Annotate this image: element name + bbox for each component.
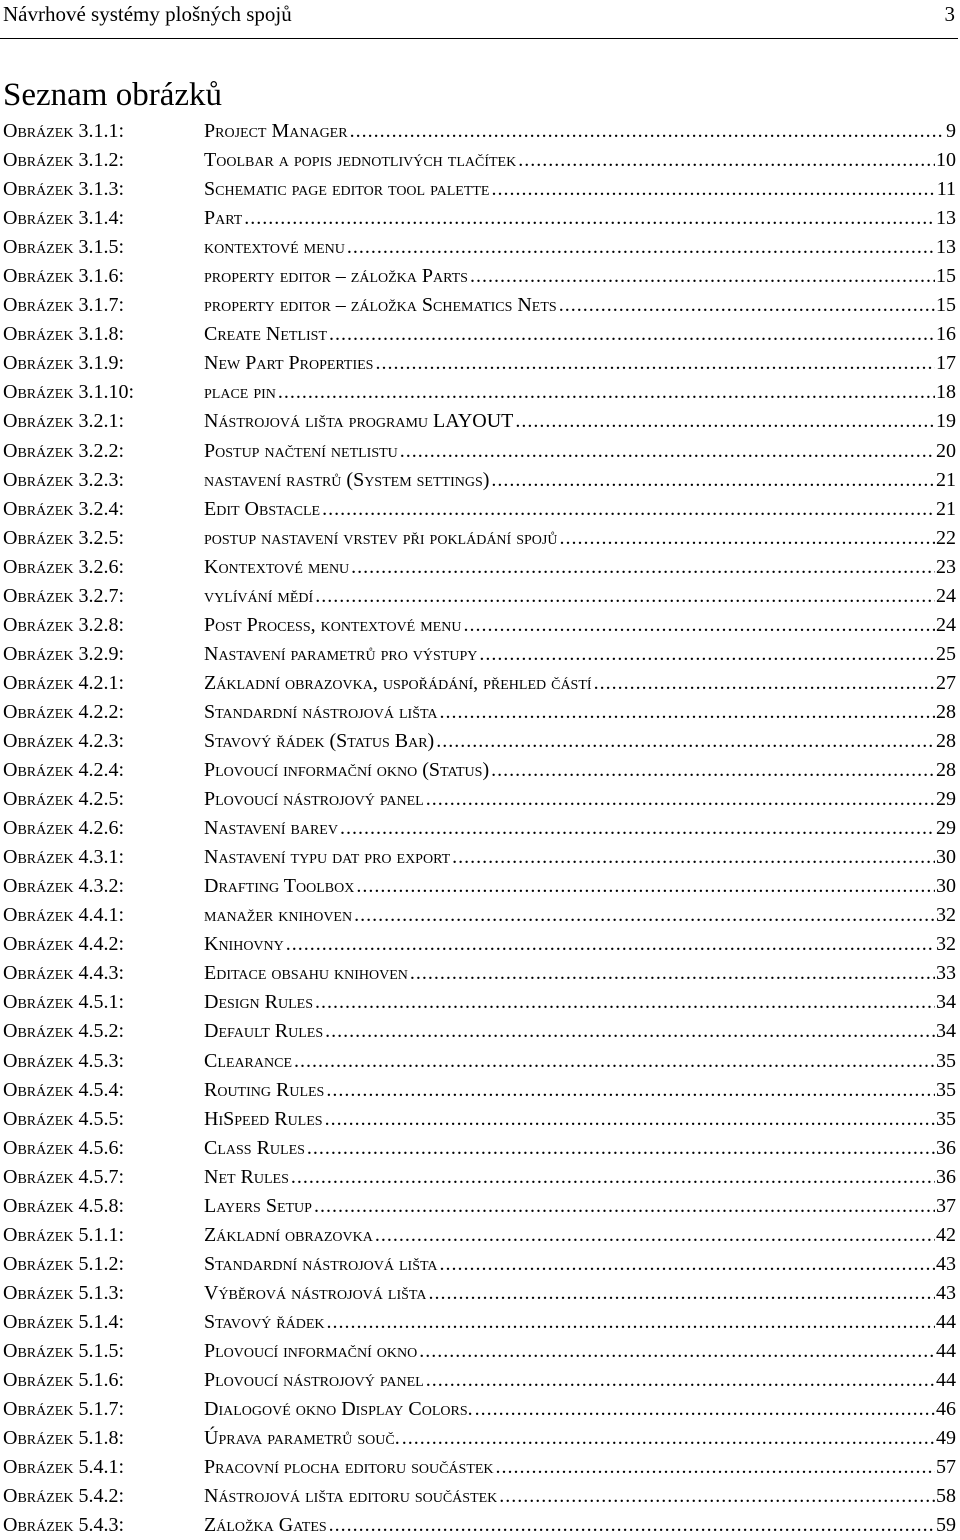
figure-page-number: 44 [936,1339,956,1362]
dot-leader [559,524,935,553]
dot-leader [329,1511,935,1540]
figure-page-number: 27 [936,671,956,694]
dot-leader [322,495,935,524]
figure-page-number: 44 [936,1369,956,1392]
dot-leader [315,582,935,611]
figure-number: Obrázek 3.2.1: [3,410,124,433]
figure-caption: nastavení rastrů (System settings) [204,468,490,491]
figure-entry[interactable] [0,698,960,727]
figure-entry[interactable] [0,495,960,524]
figure-entry[interactable] [0,1279,960,1308]
figure-page-number: 24 [936,613,956,636]
figure-caption: Part [204,207,243,230]
figure-number: Obrázek 3.1.1: [3,120,124,142]
figure-entry[interactable] [0,1453,960,1482]
dot-leader [518,146,935,175]
figure-page-number: 29 [936,817,956,840]
figure-caption: Pracovní plocha editoru součástek [204,1456,494,1479]
figure-caption: Základní obrazovka [204,1223,373,1246]
figure-page-number: 9 [946,120,956,142]
figure-number: Obrázek 3.1.4: [3,207,124,230]
dot-leader [291,1163,935,1192]
figure-caption: Schematic page editor tool palette [204,178,490,201]
figure-entry[interactable] [0,582,960,611]
figure-number: Obrázek 5.1.6: [3,1369,124,1392]
figure-entry[interactable] [0,262,960,291]
document-title: Návrhové systémy plošných spojů [3,2,292,26]
figure-number: Obrázek 4.5.3: [3,1049,124,1072]
figure-number: Obrázek 4.2.3: [3,729,124,752]
dot-leader [351,553,935,582]
figure-caption: Postup načtení netlistu [204,439,398,462]
figure-number: Obrázek 3.1.9: [3,352,124,375]
figure-number: Obrázek 4.4.3: [3,962,124,985]
figure-number: Obrázek 4.2.5: [3,788,124,811]
figure-entry[interactable] [0,1424,960,1453]
dot-leader [594,669,935,698]
figure-caption: Editace obsahu knihoven [204,962,408,985]
figure-number: Obrázek 3.2.9: [3,642,124,665]
figure-page-number: 17 [936,352,956,375]
figure-number: Obrázek 3.1.10: [3,381,134,404]
figure-number: Obrázek 5.1.7: [3,1398,124,1421]
figure-number: Obrázek 3.1.3: [3,178,124,201]
figure-entry[interactable] [0,466,960,495]
figure-caption: Layers Setup [204,1194,312,1217]
figure-number: Obrázek 4.5.5: [3,1107,124,1130]
figure-page-number: 36 [936,1165,956,1188]
dot-leader [436,727,935,756]
figure-page-number: 35 [936,1049,956,1072]
figure-caption: HiSpeed Rules [204,1107,323,1130]
figure-page-number: 43 [936,1252,956,1275]
figure-page-number: 25 [936,642,956,665]
dot-leader [426,1366,935,1395]
figure-number: Obrázek 3.2.8: [3,613,124,636]
figure-page-number: 15 [936,265,956,288]
header-divider [0,38,958,39]
figure-caption: Nastavení typu dat pro export [204,846,451,869]
figure-entry[interactable] [0,1366,960,1395]
figure-caption: Úprava parametrů souč. [204,1427,400,1450]
figure-entry[interactable] [0,1017,960,1046]
figure-page-number: 18 [936,381,956,404]
figure-entry[interactable] [0,378,960,407]
figure-entry[interactable] [0,1395,960,1424]
figure-caption: Základní obrazovka, uspořádání, přehled částí [204,671,592,694]
dot-leader [354,901,935,930]
figure-number: Obrázek 5.4.2: [3,1485,124,1508]
dot-leader [244,204,935,233]
figure-caption: Standardní nástrojová lišta [204,700,438,723]
figure-page-number: 16 [936,323,956,346]
figure-caption: Kontextové menu [204,555,350,578]
figure-entry[interactable] [0,437,960,466]
figure-number: Obrázek 3.1.5: [3,236,124,259]
figure-caption: Nastavení parametrů pro výstupy [204,642,478,665]
figure-caption: Edit Obstacle [204,497,321,520]
figure-page-number: 24 [936,584,956,607]
figure-entry[interactable] [0,407,960,436]
figure-entry[interactable] [0,1047,960,1076]
figure-entry[interactable] [0,1337,960,1366]
figure-caption: Nástrojová lišta programu LAYOUT [204,410,514,433]
figure-page-number: 32 [936,933,956,956]
figure-page-number: 29 [936,788,956,811]
list-of-figures-heading: Seznam obrázků [3,77,222,113]
figure-entry[interactable] [0,233,960,262]
figure-caption: Default Rules [204,1020,324,1043]
figure-entry[interactable] [0,988,960,1017]
figure-caption: Dialogové okno Display Colors. [204,1398,473,1421]
figure-page-number: 30 [936,846,956,869]
figure-caption: Nástrojová lišta editoru součástek [204,1485,498,1508]
figure-caption: Post Process, kontextové menu [204,613,462,636]
dot-leader [452,843,935,872]
dot-leader [463,611,935,640]
page-header [0,0,960,40]
figure-entry[interactable] [0,872,960,901]
figure-entry[interactable] [0,204,960,233]
figure-entry[interactable] [0,117,960,146]
figure-caption: Plovoucí informační okno [204,1339,418,1362]
figure-number: Obrázek 4.4.2: [3,933,124,956]
figure-page-number: 34 [936,991,956,1014]
dot-leader [491,175,935,204]
dot-leader [347,233,935,262]
figure-entry[interactable] [0,843,960,872]
figure-page-number: 35 [936,1107,956,1130]
figure-number: Obrázek 4.4.1: [3,904,124,927]
dot-leader [340,814,935,843]
figure-entry[interactable] [0,1076,960,1105]
dot-leader [307,1134,935,1163]
figure-number: Obrázek 3.2.5: [3,526,124,549]
figure-entry[interactable] [0,1511,960,1540]
figure-number: Obrázek 5.1.2: [3,1252,124,1275]
figure-entry[interactable] [0,1221,960,1250]
figure-entry[interactable] [0,640,960,669]
figure-caption: Clearance [204,1049,293,1072]
dot-leader [315,988,935,1017]
figure-number: Obrázek 3.1.8: [3,323,124,346]
dot-leader [479,640,935,669]
figure-caption: manažer knihoven [204,904,353,927]
dot-leader [491,756,935,785]
figure-caption: Create Netlist [204,323,327,346]
figure-caption: Stavový řádek (Status Bar) [204,729,435,752]
figure-entry[interactable] [0,1482,960,1511]
figure-page-number: 33 [936,962,956,985]
dot-leader [491,466,935,495]
figure-entry[interactable] [0,785,960,814]
page-number: 3 [944,2,955,26]
figure-caption: Výběrová nástrojová lišta [204,1281,427,1304]
figure-caption: Plovoucí nástrojový panel [204,788,424,811]
figure-entry[interactable] [0,611,960,640]
figure-entry[interactable] [0,756,960,785]
figure-caption: Class Rules [204,1136,305,1159]
figure-entry[interactable] [0,930,960,959]
figure-number: Obrázek 3.1.6: [3,265,124,288]
figure-caption: New Part Properties [204,352,374,375]
figure-caption: Standardní nástrojová lišta [204,1252,438,1275]
dot-leader [496,1453,935,1482]
figure-page-number: 22 [936,526,956,549]
figure-entry[interactable] [0,320,960,349]
figure-caption: Net Rules [204,1165,289,1188]
dot-leader [410,959,935,988]
figure-entry[interactable] [0,291,960,320]
figure-number: Obrázek 3.2.4: [3,497,124,520]
figure-caption: property editor – záložka Parts [204,265,468,288]
figure-entry[interactable] [0,1192,960,1221]
figure-caption: Nastavení barev [204,817,338,840]
figure-caption: Plovoucí nástrojový panel [204,1369,424,1392]
figure-number: Obrázek 5.4.1: [3,1456,124,1479]
figure-page-number: 21 [936,468,956,491]
figure-entry[interactable] [0,524,960,553]
dot-leader [475,1395,935,1424]
figure-page-number: 42 [936,1223,956,1246]
dot-leader [515,407,935,436]
dot-leader [419,1337,935,1366]
figure-caption: Záložka Gates [204,1514,327,1537]
figure-page-number: 23 [936,555,956,578]
figure-number: Obrázek 4.2.4: [3,759,124,782]
figure-page-number: 43 [936,1281,956,1304]
figure-entry[interactable] [0,814,960,843]
figure-entry[interactable] [0,553,960,582]
figure-number: Obrázek 4.5.8: [3,1194,124,1217]
figure-entry[interactable] [0,146,960,175]
figure-number: Obrázek 4.2.2: [3,700,124,723]
figure-page-number: 32 [936,904,956,927]
figure-page-number: 10 [936,149,956,172]
figure-page-number: 49 [936,1427,956,1450]
figure-page-number: 13 [936,236,956,259]
dot-leader [499,1482,935,1511]
figure-caption: kontextové menu [204,236,345,259]
dot-leader [278,378,935,407]
figure-caption: Stavový řádek [204,1310,325,1333]
figure-entry[interactable] [0,1134,960,1163]
dot-leader [470,262,935,291]
dot-leader [314,1192,935,1221]
figure-number: Obrázek 4.5.6: [3,1136,124,1159]
figure-number: Obrázek 3.2.6: [3,555,124,578]
figure-entry[interactable] [0,175,960,204]
figure-page-number: 28 [936,700,956,723]
figure-number: Obrázek 5.1.1: [3,1223,124,1246]
figure-number: Obrázek 4.3.2: [3,875,124,898]
dot-leader [350,117,945,146]
figure-page-number: 30 [936,875,956,898]
figure-number: Obrázek 4.5.4: [3,1078,124,1101]
figure-caption: vylívání mědí [204,584,314,607]
dot-leader [325,1105,935,1134]
dot-leader [400,437,935,466]
figure-page-number: 34 [936,1020,956,1043]
list-of-figures [0,117,960,1540]
dot-leader [440,698,935,727]
dot-leader [375,1221,935,1250]
figure-caption: postup nastavení vrstev při pokládání spojů [204,526,558,549]
figure-page-number: 13 [936,207,956,230]
figure-number: Obrázek 4.2.1: [3,671,124,694]
figure-entry[interactable] [0,669,960,698]
figure-page-number: 15 [936,294,956,317]
figure-caption: Knihovny [204,933,284,956]
figure-entry[interactable] [0,1105,960,1134]
figure-number: Obrázek 3.2.7: [3,584,124,607]
figure-caption: property editor – záložka Schematics Nets [204,294,557,317]
figure-page-number: 37 [936,1194,956,1217]
figure-page-number: 28 [936,729,956,752]
figure-page-number: 58 [936,1485,956,1508]
dot-leader [402,1424,935,1453]
dot-leader [428,1279,935,1308]
figure-caption: Routing Rules [204,1078,325,1101]
dot-leader [327,1308,935,1337]
figure-number: Obrázek 4.5.2: [3,1020,124,1043]
dot-leader [326,1076,935,1105]
figure-number: Obrázek 3.1.7: [3,294,124,317]
dot-leader [440,1250,935,1279]
dot-leader [329,320,935,349]
figure-number: Obrázek 3.2.3: [3,468,124,491]
figure-page-number: 46 [936,1398,956,1421]
figure-page-number: 28 [936,759,956,782]
figure-entry[interactable] [0,1250,960,1279]
figure-caption: Drafting Toolbox [204,875,355,898]
figure-page-number: 57 [936,1456,956,1479]
figure-page-number: 35 [936,1078,956,1101]
figure-number: Obrázek 4.3.1: [3,846,124,869]
figure-page-number: 11 [936,178,956,201]
figure-entry[interactable] [0,901,960,930]
figure-number: Obrázek 5.1.4: [3,1310,124,1333]
figure-page-number: 59 [936,1514,956,1537]
figure-page-number: 19 [936,410,956,433]
figure-number: Obrázek 5.4.3: [3,1514,124,1537]
figure-number: Obrázek 4.2.6: [3,817,124,840]
figure-caption: place pin [204,381,276,404]
figure-entry[interactable] [0,727,960,756]
dot-leader [559,291,935,320]
dot-leader [426,785,935,814]
dot-leader [356,872,935,901]
figure-caption: Project Manager [204,120,348,142]
dot-leader [294,1047,935,1076]
dot-leader [286,930,935,959]
dot-leader [325,1017,935,1046]
dot-leader [375,349,935,378]
figure-entry[interactable] [0,1163,960,1192]
figure-entry[interactable] [0,349,960,378]
figure-number: Obrázek 5.1.5: [3,1339,124,1362]
figure-caption: Toolbar a popis jednotlivých tlačítek [204,149,517,172]
figure-entry[interactable] [0,959,960,988]
figure-page-number: 36 [936,1136,956,1159]
figure-caption: Plovoucí informační okno (Status) [204,759,490,782]
figure-entry[interactable] [0,1308,960,1337]
figure-page-number: 20 [936,439,956,462]
figure-number: Obrázek 4.5.7: [3,1165,124,1188]
figure-number: Obrázek 3.1.2: [3,149,124,172]
figure-number: Obrázek 5.1.8: [3,1427,124,1450]
figure-page-number: 44 [936,1310,956,1333]
figure-page-number: 21 [936,497,956,520]
figure-caption: Design Rules [204,991,314,1014]
figure-number: Obrázek 3.2.2: [3,439,124,462]
figure-number: Obrázek 4.5.1: [3,991,124,1014]
figure-number: Obrázek 5.1.3: [3,1281,124,1304]
